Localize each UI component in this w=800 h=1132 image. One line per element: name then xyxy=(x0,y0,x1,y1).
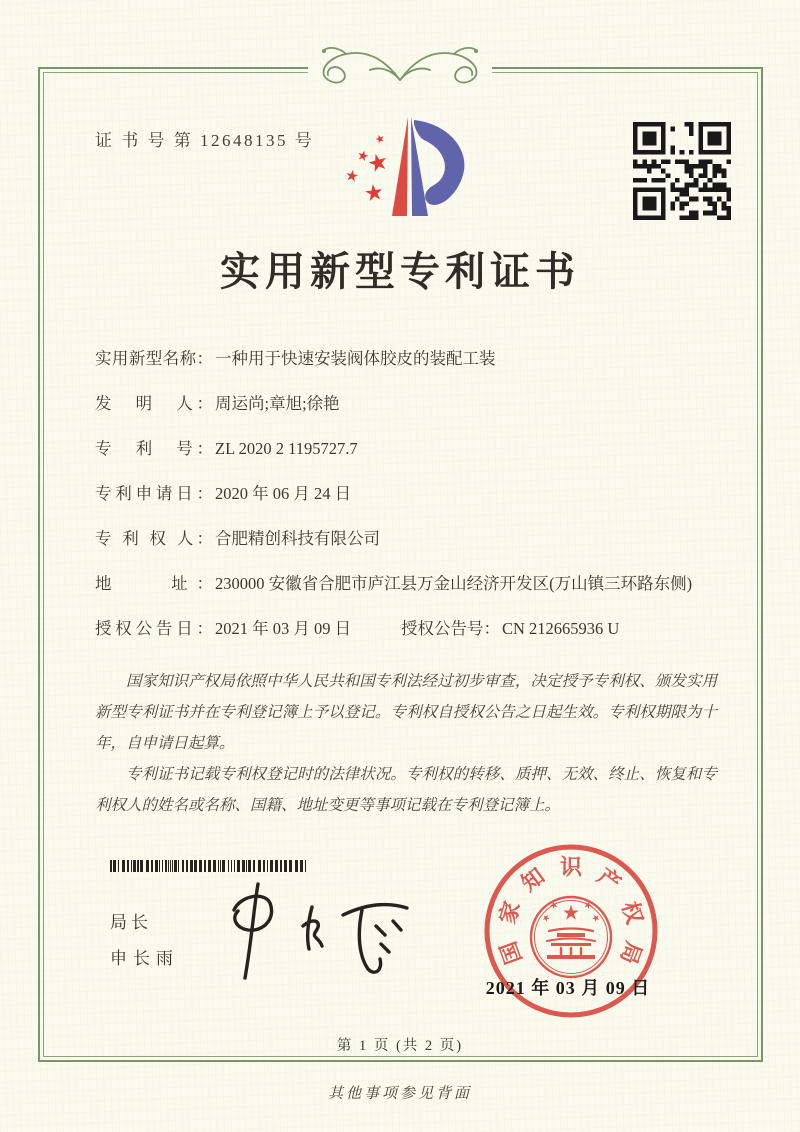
field-value: 一种用于快速安装阀体胶皮的装配工装 xyxy=(215,349,496,368)
field-value: 230000 安徽省合肥市庐江县万金山经济开发区(万山镇三环路东侧) xyxy=(215,574,693,593)
field-label: 专 利 权 人： xyxy=(95,529,213,548)
certificate-title: 实用新型专利证书 xyxy=(220,249,580,294)
svg-text:局: 局 xyxy=(615,938,647,968)
field-label: 实用新型名称： xyxy=(95,349,213,368)
field-row-filing-date xyxy=(95,481,720,507)
grant-date-label: 授权公告日： xyxy=(95,619,213,638)
cnipa-logo-icon xyxy=(338,114,478,222)
seal-date: 2021 年 03 月 09 日 xyxy=(485,978,651,998)
grant-no-value: CN 212665936 U xyxy=(502,619,620,638)
signer-title: 局长 xyxy=(110,913,152,932)
field-value: 周运尚;章旭;徐艳 xyxy=(215,394,340,413)
field-list xyxy=(95,346,720,661)
back-side-note: 其他事项参见背面 xyxy=(327,1086,472,1102)
legal-paragraph-2: 专利证书记载专利权登记时的法律状况。专利权的转移、质押、无效、终止、恢复和专利权人的姓名或名称、国籍、地址变更等事项记载在专利登记簿上。 xyxy=(95,766,717,814)
barcode xyxy=(110,860,312,872)
field-row-patent-no xyxy=(95,436,720,462)
field-value: 合肥精创科技有限公司 xyxy=(215,529,380,548)
field-row-patentee xyxy=(95,526,720,552)
grant-no-label: 授权公告号： xyxy=(401,619,500,638)
svg-text:权: 权 xyxy=(617,898,648,927)
field-row-address xyxy=(95,571,720,597)
svg-text:国: 国 xyxy=(495,938,527,968)
field-value: ZL 2020 2 1195727.7 xyxy=(215,439,358,458)
signature-handwriting-icon xyxy=(216,874,416,986)
svg-text:家: 家 xyxy=(494,898,525,927)
field-label: 专 利 号： xyxy=(95,439,213,458)
svg-text:产: 产 xyxy=(592,863,626,897)
field-row-inventors xyxy=(95,391,720,417)
grant-date-value: 2021 年 03 月 09 日 xyxy=(215,619,352,638)
field-row-grant xyxy=(95,616,720,642)
field-value: 2020 年 06 月 24 日 xyxy=(215,484,352,503)
field-row-name xyxy=(95,346,720,372)
legal-text xyxy=(95,666,717,821)
qr-code xyxy=(633,122,731,220)
certificate-number: 证 书 号 第 12648135 号 xyxy=(95,131,315,150)
svg-text:识: 识 xyxy=(559,854,583,880)
top-ornament-icon xyxy=(280,40,520,96)
page-number: 第 1 页 (共 2 页) xyxy=(336,1038,464,1054)
field-label: 发 明 人： xyxy=(95,394,213,413)
field-label: 专利申请日： xyxy=(95,484,213,503)
svg-text:知: 知 xyxy=(516,863,550,897)
signer-name: 申长雨 xyxy=(110,949,179,968)
legal-paragraph-1: 国家知识产权局依照中华人民共和国专利法经过初步审查，决定授予专利权、颁发实用新型专利证书并在专利登记簿上予以登记。专利权自授权公告之日起生效。专利权期限为十年，自申请日起算。 xyxy=(95,673,717,752)
field-label: 地 址： xyxy=(95,574,213,593)
